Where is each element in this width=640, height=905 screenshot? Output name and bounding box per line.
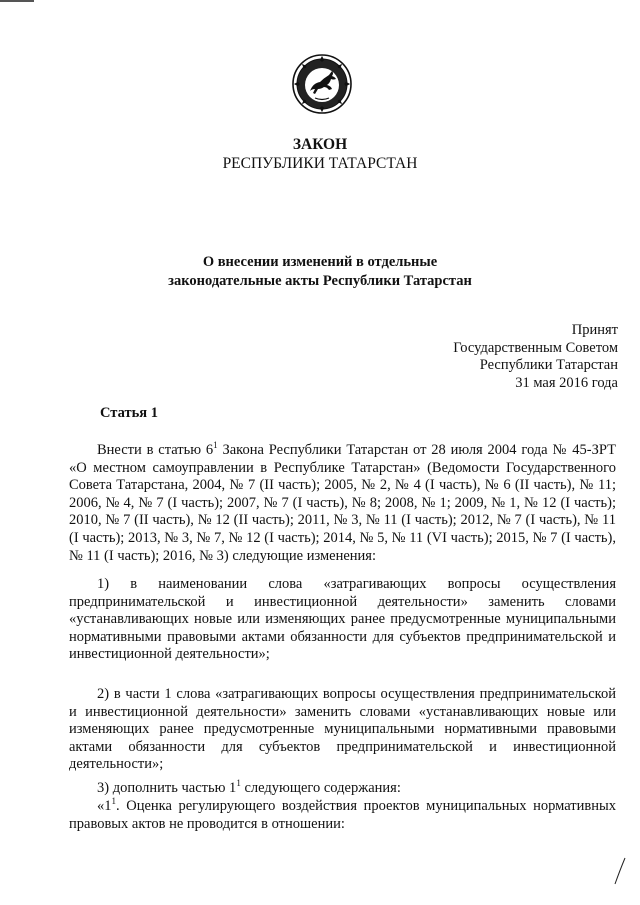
intro-superscript: 1 bbox=[213, 440, 218, 451]
article-heading: Статья 1 bbox=[100, 405, 158, 421]
law-subject-line2: законодательные акты Республики Татарстан bbox=[168, 273, 472, 289]
item3-superscript: 1 bbox=[236, 778, 241, 789]
adoption-line1: Принят bbox=[571, 322, 618, 338]
item3-text-start: 3) дополнить частью 1 bbox=[97, 780, 237, 796]
quote-text-start: «1 bbox=[97, 798, 112, 814]
law-subject-line1: О внесении изменений в отдельные bbox=[202, 254, 438, 270]
top-edge-line bbox=[0, 0, 34, 2]
item3-text-rest: следующего содержания: bbox=[240, 780, 401, 796]
tatarstan-coat-of-arms-emblem-icon bbox=[292, 54, 352, 114]
adoption-line2: Государственным Советом bbox=[453, 339, 618, 356]
intro-text-start: Внести в статью 6 bbox=[97, 442, 214, 458]
quote-text-rest: . Оценка регулирующего воздействия проектов муниципальных нормативных правовых актов не проводится в отношении: bbox=[69, 798, 616, 832]
quote-superscript: 1 bbox=[111, 796, 116, 807]
pen-stroke-mark bbox=[612, 856, 628, 886]
law-title-republic: РЕСПУБЛИКИ ТАТАРСТАН bbox=[222, 155, 418, 172]
amendment-item-1: 1) в наименовании слова «затрагивающих вопросы осуществления предпринимательской и инвестиционной деятельности» заменить словами «устанавливающих новые или изменяющих ранее предусмотренные муниципальными нормативными правовыми актами обязанности для субъектов предпринимательской и инвестиционной деятельности»; bbox=[69, 576, 616, 663]
quoted-part-text bbox=[69, 798, 616, 833]
intro-paragraph bbox=[69, 442, 616, 565]
amendment-item-3 bbox=[69, 780, 616, 798]
adoption-block bbox=[453, 322, 618, 392]
law-subject bbox=[0, 253, 640, 291]
adoption-date: 31 мая 2016 года bbox=[515, 374, 618, 391]
intro-text-rest: Закона Республики Татарстан от 28 июля 2004 года № 45-ЗРТ «О местном самоуправлении в Республике Татарстан» (Ведомости Государственного Совета Татарстана, 2004, № 7 (II часть); 2005, № 2, № 4 (I часть), № 6 (II часть), № 11; 2006, № 4, № 7 (I часть); 2007, № 7 (I часть), № 8; 2008, № 1; 2009, № 1, № 12 (I часть); 2010, № 7 (II часть), № 12 (II часть); 2011, № 3, № 11 (I часть); 2012, № 7 (I часть), № 11 (I часть); 2013, № 3, № 7, № 12 (I часть); 2014, № 5, № 11 (VI часть); 2015, № 7 (I часть), № 11 (I часть); 2016, № 3) следующие изменения: bbox=[69, 442, 616, 564]
adoption-line3: Республики Татарстан bbox=[479, 357, 618, 373]
law-title: ЗАКОН bbox=[292, 136, 348, 153]
amendment-item-2: 2) в части 1 слова «затрагивающих вопросы осуществления предпринимательской и инвестиционной деятельности» заменить словами «устанавливающих новые или изменяющих ранее предусмотренные муниципальными нормативными правовыми актами обязанности для субъектов предпринимательской и инвестиционной деятельности»; bbox=[69, 686, 616, 773]
